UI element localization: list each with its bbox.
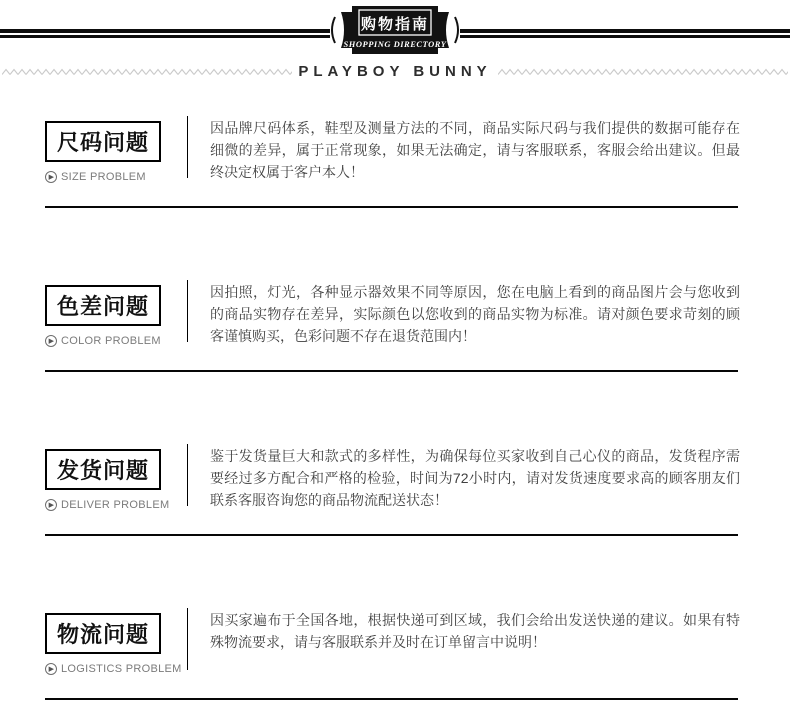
zigzag-line-left <box>2 68 292 76</box>
double-rule-left <box>0 29 330 38</box>
vertical-divider <box>187 280 188 342</box>
brand-title: PLAYBOY BUNNY <box>298 63 492 80</box>
section-body: 因品牌尺码体系，鞋型及测量方法的不同，商品实际尺码与我们提供的数据可能存在细微的差异，属于正常现象，如果无法确定，请与客服联系，客服会给出建议。但最终决定权属于客户本人！ <box>210 120 740 180</box>
zigzag-line-right <box>498 68 788 76</box>
section-title-block <box>45 444 177 511</box>
section-body: 因拍照，灯光，各种显示器效果不同等原因，您在电脑上看到的商品图片会与您收到的商品实物存在差异，实际颜色以您收到的商品实物为标准。请对颜色要求苛刻的顾客谨慎购买，色彩问题不存在退货范围内！ <box>210 284 740 344</box>
header <box>0 0 790 86</box>
section-subtitle <box>45 335 177 347</box>
section-subtitle <box>45 499 177 511</box>
section-title-block <box>45 116 177 183</box>
section-title-box <box>45 613 161 654</box>
play-icon <box>45 171 57 183</box>
double-rule-right <box>460 29 790 38</box>
badge-subtitle: SHOPPING DIRECTORY <box>343 39 447 49</box>
section-subtitle-text: SIZE PROBLEM <box>61 171 146 183</box>
section-title-box <box>45 121 161 162</box>
section-body: 因买家遍布于全国各地，根据快递可到区域，我们会给出发送快递的建议。如果有特殊物流要求，请与客服联系并及时在订单留言中说明！ <box>210 612 740 650</box>
section-deliver-problem <box>0 444 790 516</box>
section-title-box <box>45 285 161 326</box>
vertical-divider <box>187 608 188 670</box>
badge-left-bracket <box>332 17 335 43</box>
section-subtitle <box>45 171 177 183</box>
play-glyph: ▶ <box>48 501 55 509</box>
section-title-box <box>45 449 161 490</box>
play-icon <box>45 499 57 511</box>
section-title-block <box>45 608 182 675</box>
section-body: 鉴于发货量巨大和款式的多样性，为确保每位买家收到自己心仪的商品，发货程序需要经过多方配合和严格的检验，时间为72小时内，请对发货速度要求高的顾客朋友们联系客服咨询您的商品物流配送状态！ <box>210 448 740 508</box>
badge-title: 购物指南 <box>360 16 430 33</box>
section-size-problem <box>0 116 790 188</box>
section-title: 色差问题 <box>57 294 150 319</box>
section-title: 尺码问题 <box>57 130 150 155</box>
vertical-divider <box>187 116 188 178</box>
shopping-guide-badge <box>330 2 460 58</box>
play-icon <box>45 663 57 675</box>
section-divider <box>45 206 738 208</box>
play-glyph: ▶ <box>48 173 55 181</box>
faq-sections <box>0 116 790 700</box>
play-glyph: ▶ <box>48 337 55 345</box>
section-logistics-problem <box>0 608 790 680</box>
section-divider <box>45 534 738 536</box>
section-divider <box>45 370 738 372</box>
section-color-problem <box>0 280 790 352</box>
section-title-block <box>45 280 177 347</box>
section-title: 发货问题 <box>57 458 150 483</box>
vertical-divider <box>187 444 188 506</box>
section-subtitle-text: LOGISTICS PROBLEM <box>61 663 182 675</box>
section-subtitle-text: COLOR PROBLEM <box>61 335 161 347</box>
brand-row <box>0 63 790 80</box>
section-title: 物流问题 <box>57 622 150 647</box>
section-divider <box>45 698 738 700</box>
play-icon <box>45 335 57 347</box>
badge-right-bracket <box>455 17 458 43</box>
play-glyph: ▶ <box>48 665 55 673</box>
section-subtitle <box>45 663 182 675</box>
section-subtitle-text: DELIVER PROBLEM <box>61 499 170 511</box>
